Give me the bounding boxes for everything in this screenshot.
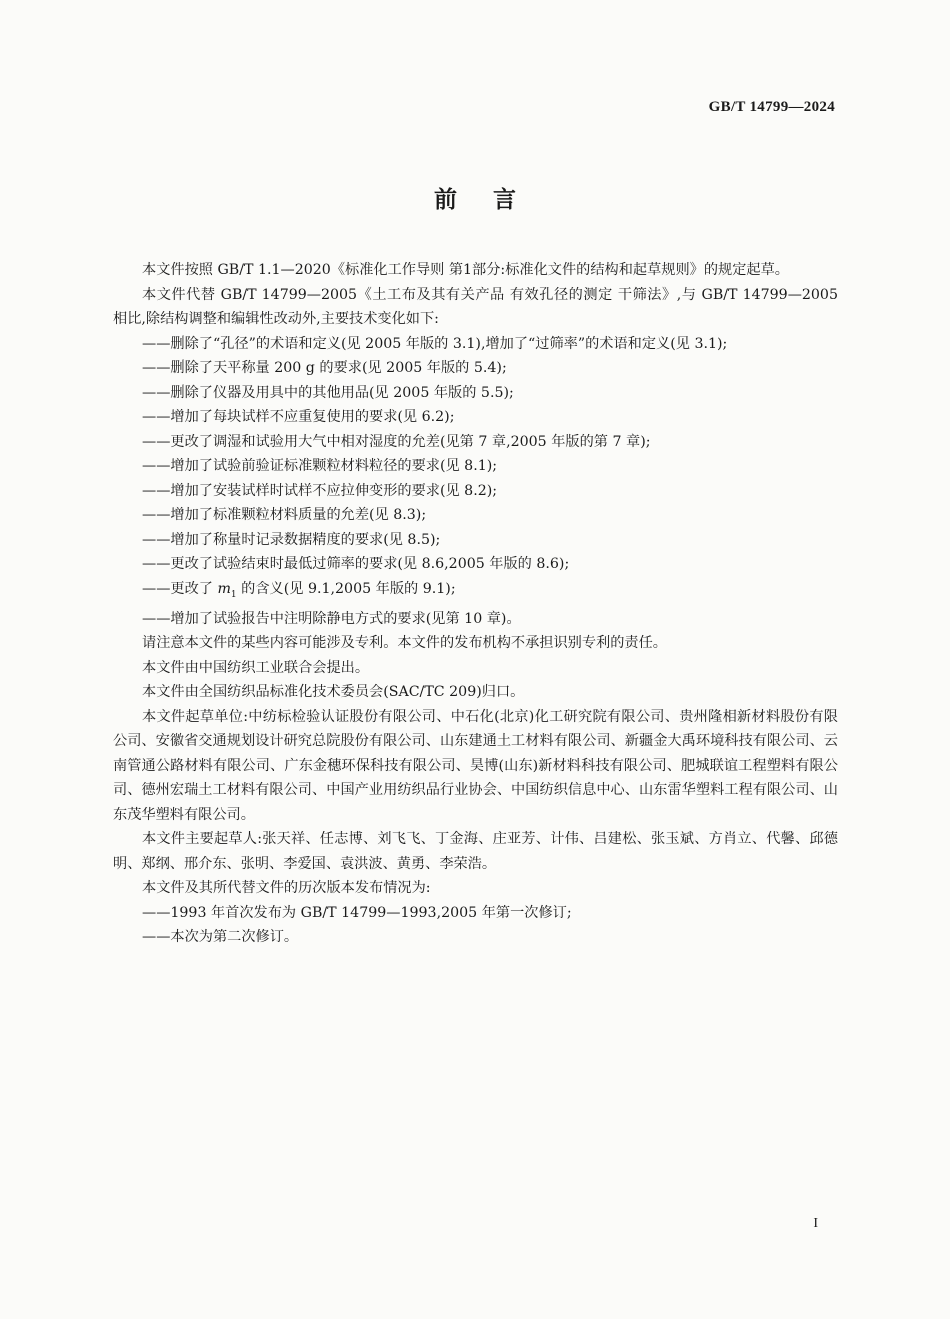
list-item: ——增加了试验报告中注明除静电方式的要求(见第 10 章)。 [142, 610, 521, 627]
m1-subscript: 1 [230, 589, 237, 600]
list-item: ——增加了试验前验证标准颗粒材料粒径的要求(见 8.1); [142, 458, 498, 474]
paragraph-drafting-units: 本文件起草单位:中纺标检验认证股份有限公司、中石化(北京)化工研究院有限公司、贵州隆相新材料股份有限公司、安徽省交通规划设计研究总院股份有限公司、山东建通土工材料有限公司、新疆金大禹环境科技有限公司、云南管通公路材料有限公司、广东金穗环保科技有限公司、昊博(山东)新材料科技有限公司、肥城联谊工程塑料有限公司、德州宏瑞土工材料有限公司、中国产业用纺织品行业协会、中国纺织信息中心、山东雷华塑料工程有限公司、山东茂华塑料有限公司。 [113, 708, 838, 823]
list-item: ——删除了天平称量 200 g 的要求(见 2005 年版的 5.4); [142, 360, 507, 376]
paragraph-proposed-by: 本文件由中国纺织工业联合会提出。 [142, 659, 370, 676]
paragraph-replacement: 本文件代替 GB/T 14799—2005《土工布及其有关产品 有效孔径的测定 干筛法》,与 GB/T 14799—2005 相比,除结构调整和编辑性改动外,主要技术变化如下: [113, 286, 838, 327]
list-item: ——更改了调湿和试验用大气中相对湿度的允差(见第 7 章,2005 年版的第 7 章); [142, 433, 651, 450]
paragraph-drafting-rules: 本文件按照 GB/T 1.1—2020《标准化工作导则 第1部分:标准化文件的结构和起草规则》的规定起草。 [142, 262, 789, 278]
document-body [113, 258, 838, 950]
list-item: ——删除了“孔径”的术语和定义(见 2005 年版的 3.1),增加了“过筛率”的术语和定义(见 3.1); [142, 335, 728, 352]
m1-prefix: ——更改了 [142, 580, 218, 597]
paragraph-managed-by: 本文件由全国纺织品标准化技术委员会(SAC/TC 209)归口。 [142, 684, 525, 701]
list-item: ——增加了称量时记录数据精度的要求(见 8.5); [142, 531, 441, 548]
paragraph-history: 本文件及其所代替文件的历次版本发布情况为: [142, 880, 431, 897]
page-title: 前言 [434, 186, 552, 213]
list-item: ——1993 年首次发布为 GB/T 14799—1993,2005 年第一次修订; [142, 904, 572, 921]
list-item: ——增加了安装试样时试样不应拉伸变形的要求(见 8.2); [142, 482, 498, 499]
paragraph-patent: 请注意本文件的某些内容可能涉及专利。本文件的发布机构不承担识别专利的责任。 [142, 635, 667, 652]
list-item: ——删除了仪器及用具中的其他用品(见 2005 年版的 5.5); [142, 384, 514, 401]
m1-suffix: 的含义(见 9.1,2005 年版的 9.1); [236, 580, 456, 597]
document-code: GB/T 14799—2024 [708, 99, 835, 115]
list-item: ——增加了标准颗粒材料质量的允差(见 8.3); [142, 507, 427, 523]
m1-variable: m [217, 580, 231, 597]
page-number: I [813, 1216, 818, 1231]
list-item: ——增加了每块试样不应重复使用的要求(见 6.2); [142, 409, 455, 425]
list-item: ——更改了试验结束时最低过筛率的要求(见 8.6,2005 年版的 8.6); [142, 556, 570, 572]
list-item: ——本次为第二次修订。 [142, 929, 299, 946]
paragraph-drafters: 本文件主要起草人:张天祥、任志博、刘飞飞、丁金海、庄亚芳、计伟、吕建松、张玉斌、方肖立、代馨、邱德明、郑纲、邢介东、张明、李爱国、袁洪波、黄勇、李荣浩。 [113, 831, 838, 872]
list-item-m1 [113, 577, 838, 607]
